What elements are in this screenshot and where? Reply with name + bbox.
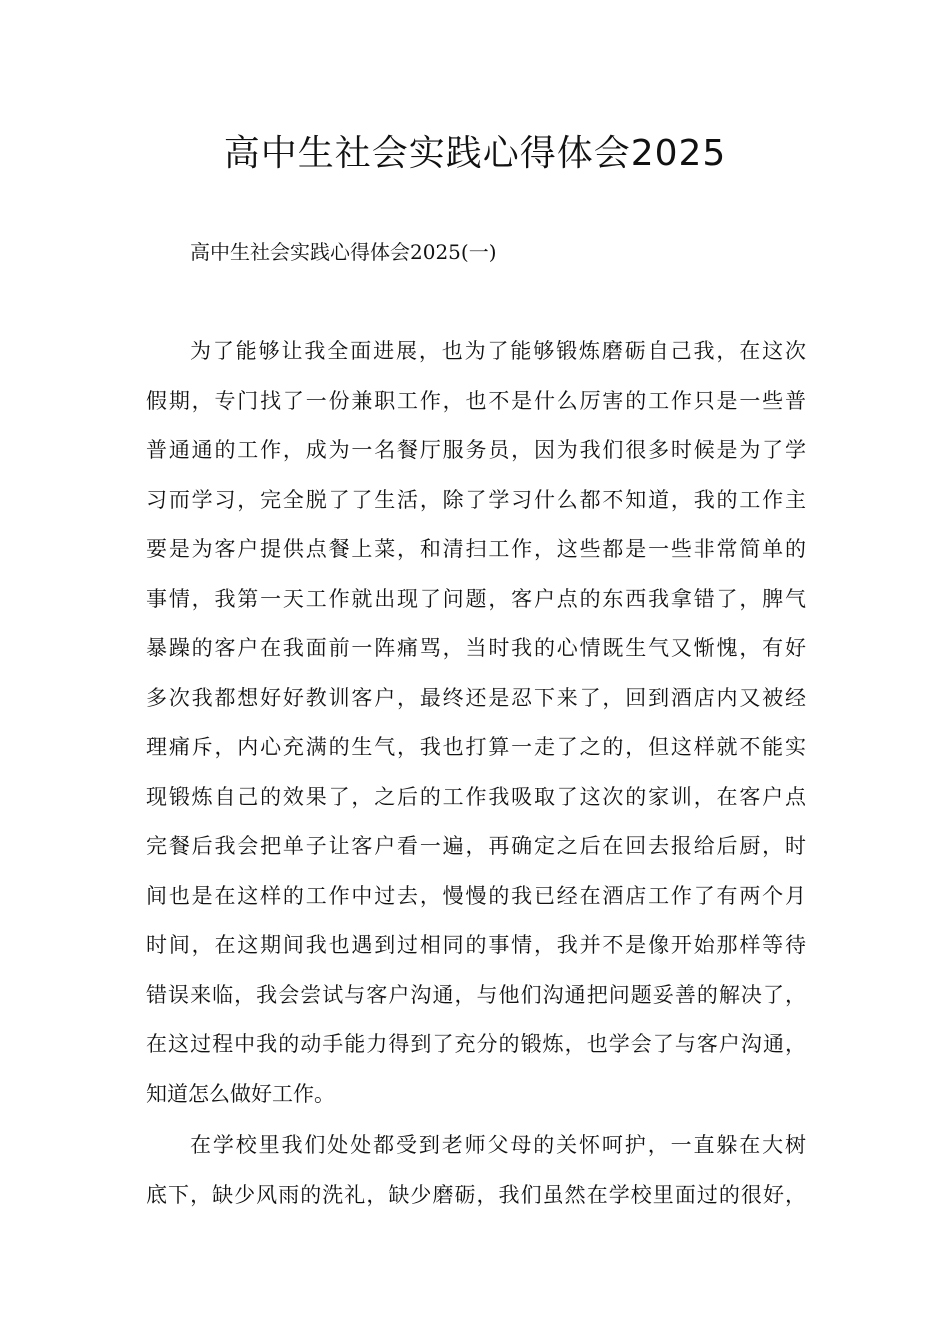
paragraph-line: 知道怎么做好工作。 [146,1081,335,1106]
paragraph-line: 要是为客户提供点餐上菜，和清扫工作，这些都是一些非常简单的 [146,537,806,561]
paragraph-line: 完餐后我会把单子让客户看一遍，再确定之后在回去报给后厨，时 [146,834,806,858]
paragraph-line: 事情，我第一天工作就出现了问题，客户点的东西我拿错了，脾气 [146,586,806,611]
section-subtitle: 高中生社会实践心得体会2025(一) [190,240,497,264]
paragraph-line: 习而学习，完全脱了了生活，除了学习什么都不知道，我的工作主 [146,487,806,512]
paragraph-line: 理痛斥，内心充满的生气，我也打算一走了之的，但这样就不能实 [146,735,806,759]
paragraph-line: 时间，在这期间我也遇到过相同的事情，我并不是像开始那样等待 [146,933,806,957]
paragraph-1 [146,327,806,1119]
paragraph-line: 在学校里我们处处都受到老师父母的关怀呵护，一直躲在大树 [190,1133,806,1157]
paragraph-line: 为了能够让我全面进展，也为了能够锻炼磨砺自己我，在这次 [190,339,806,363]
document-title: 高中生社会实践心得体会2025 [223,133,727,174]
paragraph-line: 底下，缺少风雨的洗礼，缺少磨砺，我们虽然在学校里面过的很好， [146,1182,806,1207]
paragraph-line: 多次我都想好好教训客户，最终还是忍下来了，回到酒店内又被经 [146,685,806,710]
paragraph-line: 在这过程中我的动手能力得到了充分的锻炼，也学会了与客户沟通， [146,1032,806,1056]
paragraph-line: 现锻炼自己的效果了，之后的工作我吸取了这次的家训，在客户点 [146,784,806,809]
paragraph-line: 间也是在这样的工作中过去，慢慢的我已经在酒店工作了有两个月 [146,883,806,908]
paragraph-line: 错误来临，我会尝试与客户沟通，与他们沟通把问题妥善的解决了， [146,982,806,1007]
paragraph-line: 普通通的工作，成为一名餐厅服务员，因为我们很多时候是为了学 [146,438,806,462]
paragraph-line: 暴躁的客户在我面前一阵痛骂，当时我的心情既生气又惭愧，有好 [146,636,806,660]
paragraph-line: 假期，专门找了一份兼职工作，也不是什么厉害的工作只是一些普 [146,388,806,413]
paragraph-2 [146,1121,806,1220]
